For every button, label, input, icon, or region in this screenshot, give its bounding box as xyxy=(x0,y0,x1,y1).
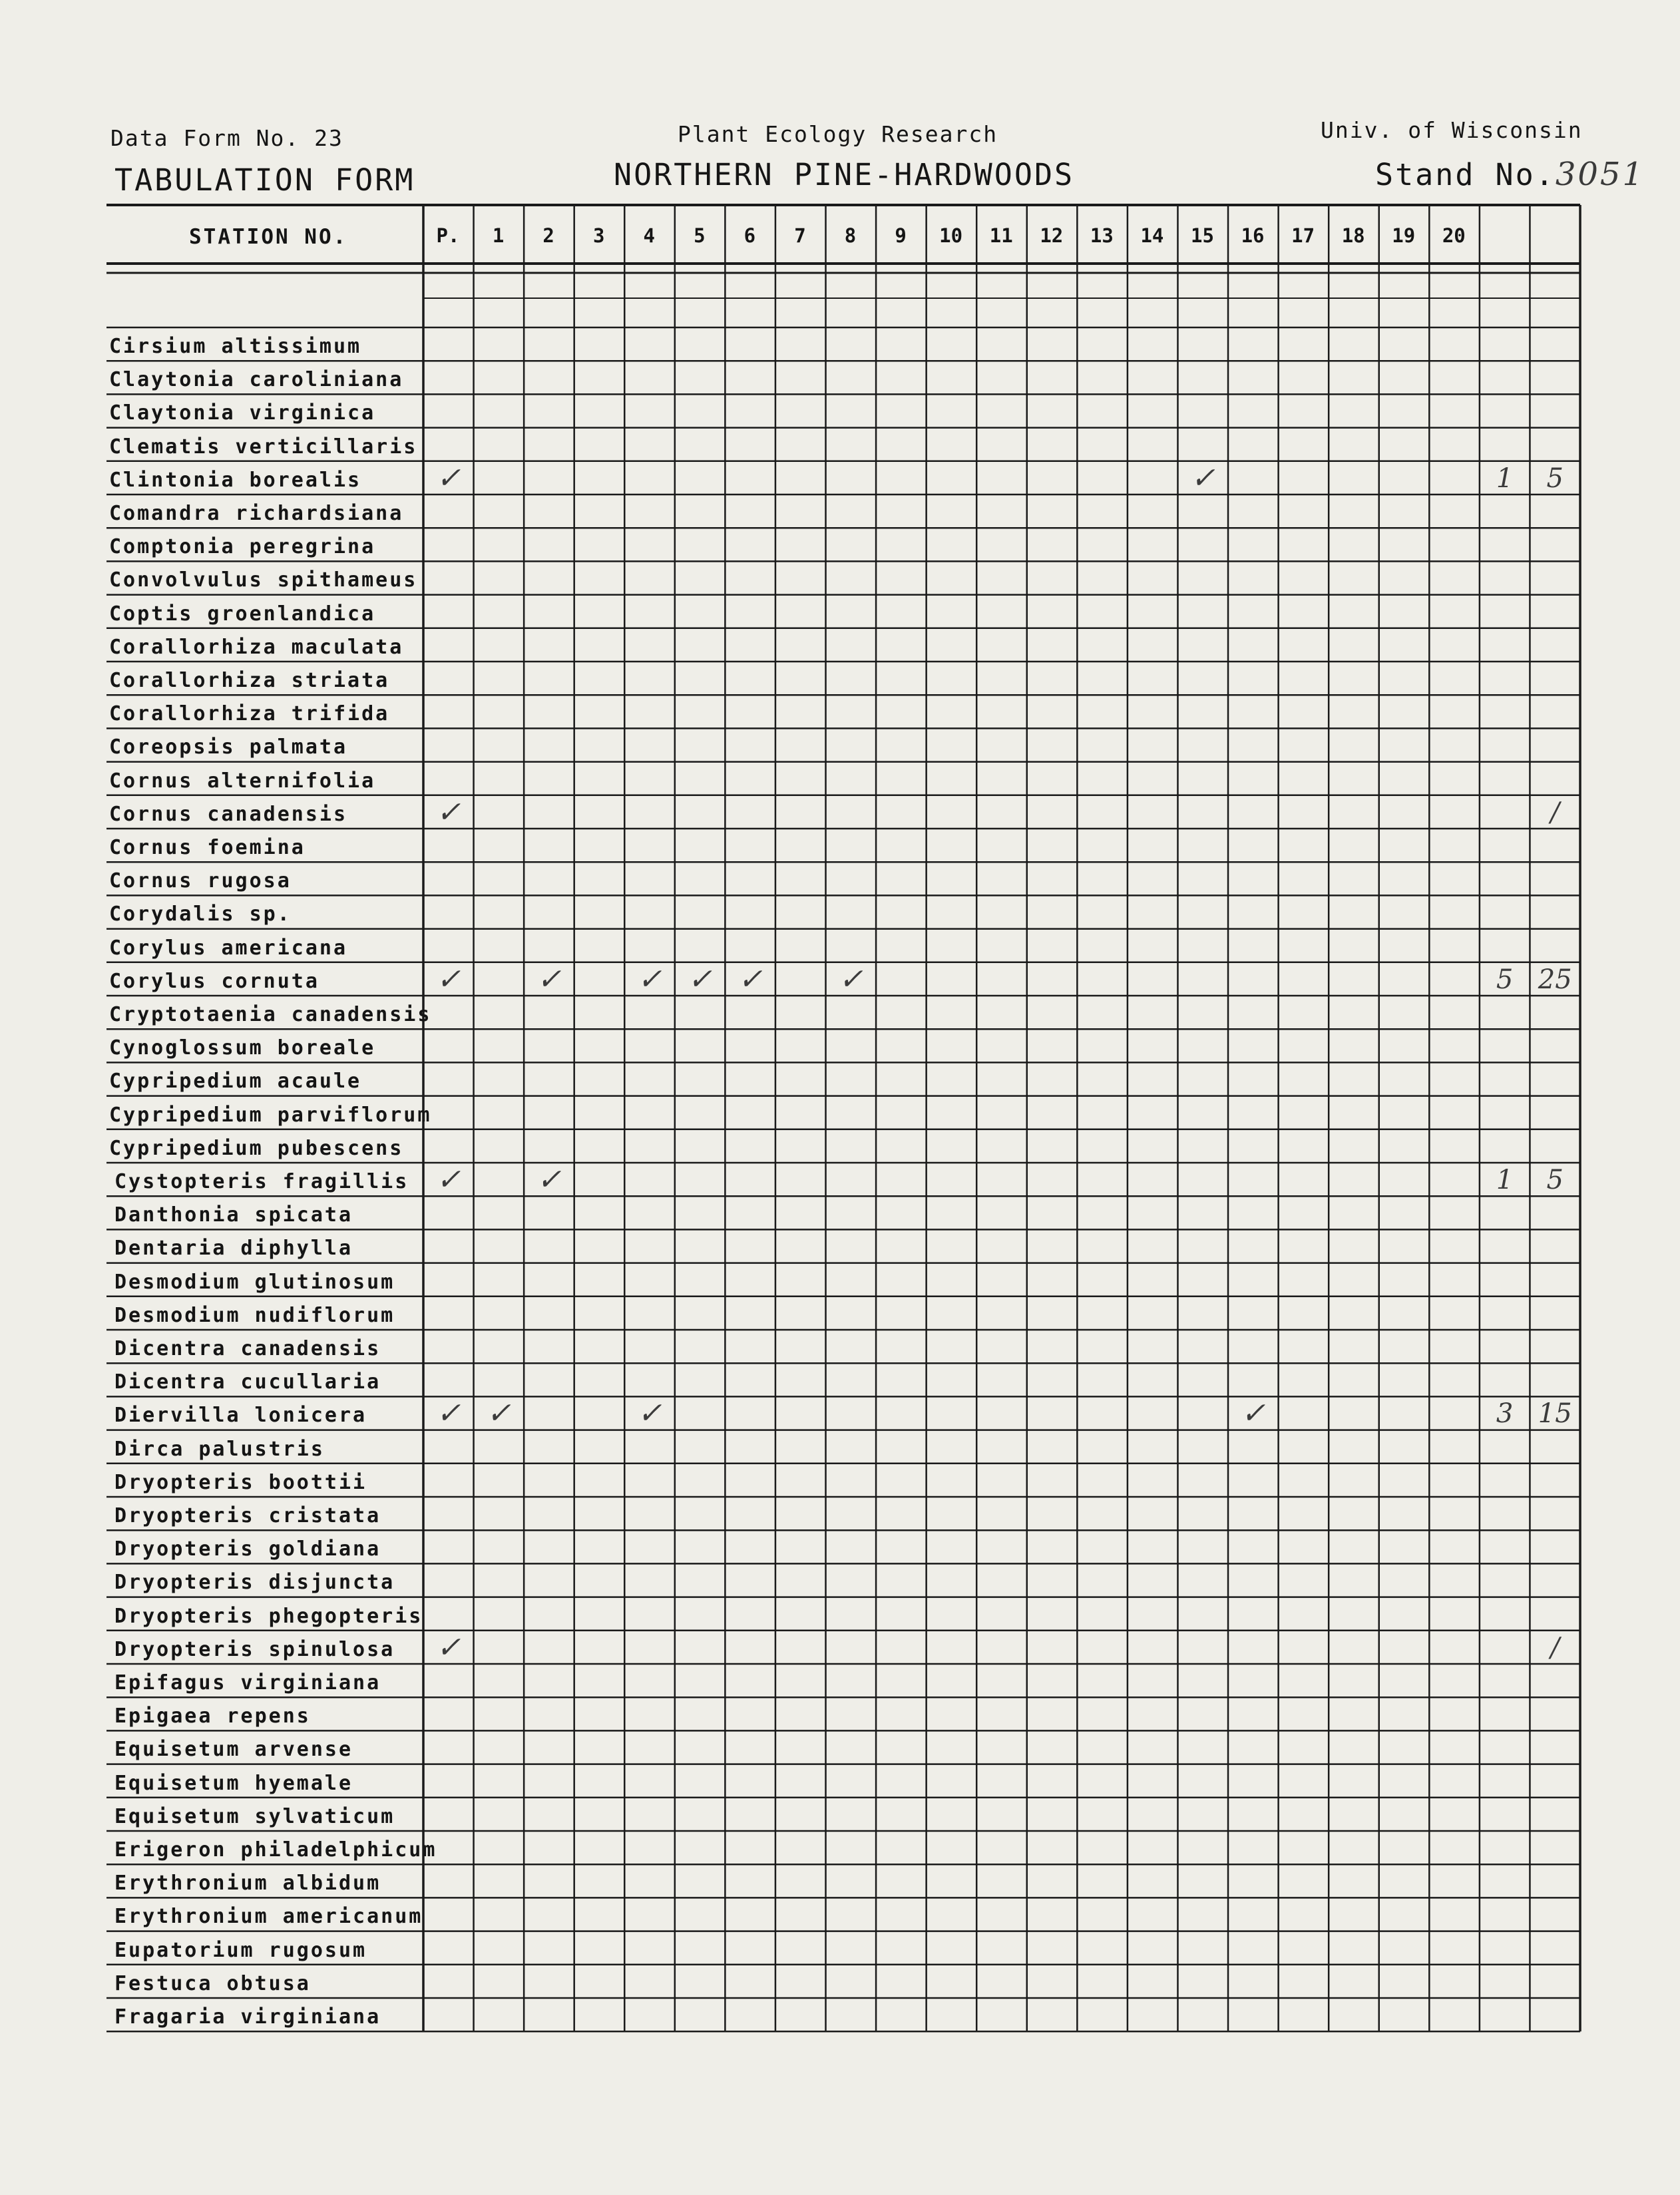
station-column-label: 4 xyxy=(643,224,655,247)
species-name: Corallorhiza maculata xyxy=(109,635,404,659)
station-column-label: 16 xyxy=(1241,224,1265,247)
station-column-label: 10 xyxy=(939,224,963,247)
species-name: Coptis groenlandica xyxy=(109,602,376,626)
species-name: Erythronium albidum xyxy=(114,1872,381,1896)
check-mark: ✓ xyxy=(436,1396,461,1431)
check-mark: ✓ xyxy=(637,962,662,996)
check-mark: ✓ xyxy=(486,1396,511,1431)
species-name: Comptonia peregrina xyxy=(109,535,376,559)
station-column-label: 3 xyxy=(592,224,605,247)
cover-value: 5 xyxy=(1546,463,1564,494)
species-name: Corylus americana xyxy=(109,936,348,960)
species-name: Dryopteris cristata xyxy=(114,1504,381,1527)
species-name: Epigaea repens xyxy=(114,1704,311,1728)
frequency-value: 1 xyxy=(1496,463,1514,494)
stand-label-text: Stand No. xyxy=(1375,157,1556,192)
species-name: Dryopteris spinulosa xyxy=(114,1637,395,1661)
check-mark: ✓ xyxy=(436,461,461,495)
species-name: Fragaria virginiana xyxy=(114,2005,381,2029)
species-name: Desmodium nudiflorum xyxy=(114,1303,395,1327)
station-column-label: 9 xyxy=(895,224,907,247)
check-mark: ✓ xyxy=(1190,461,1215,495)
species-name: Cornus rugosa xyxy=(109,869,292,893)
species-name: Claytonia caroliniana xyxy=(109,368,404,392)
species-name: Epifagus virginiana xyxy=(114,1671,381,1695)
check-mark: ✓ xyxy=(838,962,863,996)
cover-value: 15 xyxy=(1538,1398,1572,1430)
stand-number: 3051 xyxy=(1555,156,1645,193)
organization: Plant Ecology Research xyxy=(678,121,998,147)
species-name: Cypripedium pubescens xyxy=(109,1136,404,1160)
species-name: Diervilla lonicera xyxy=(114,1404,367,1428)
station-column-label: 12 xyxy=(1040,224,1064,247)
check-mark: ✓ xyxy=(1241,1396,1266,1431)
species-name: Comandra richardsiana xyxy=(109,502,404,525)
station-column-label: 7 xyxy=(794,224,806,247)
species-name: Cypripedium acaule xyxy=(109,1070,362,1094)
station-column-label: 14 xyxy=(1140,224,1164,247)
species-name: Dryopteris goldiana xyxy=(114,1537,381,1561)
check-mark: ✓ xyxy=(536,962,562,996)
station-column-label: 2 xyxy=(542,224,554,247)
frequency-value: 3 xyxy=(1496,1398,1514,1430)
species-name: Dryopteris disjuncta xyxy=(114,1571,395,1595)
species-name: Corydalis sp. xyxy=(109,902,292,926)
species-name: Corallorhiza trifida xyxy=(109,702,390,726)
species-name: Claytonia virginica xyxy=(109,401,376,425)
species-name: Erigeron philadelphicum xyxy=(114,1838,437,1862)
species-name: Corylus cornuta xyxy=(109,969,319,993)
station-column-label: 5 xyxy=(694,224,706,247)
station-column-label: 11 xyxy=(989,224,1013,247)
species-name: Equisetum arvense xyxy=(114,1738,353,1762)
station-column-label: 20 xyxy=(1442,224,1466,247)
check-mark: ✓ xyxy=(436,1163,461,1197)
species-name: Dryopteris boottii xyxy=(114,1470,367,1494)
species-name: Cystopteris fragillis xyxy=(114,1170,409,1193)
species-name: Dirca palustris xyxy=(114,1437,325,1461)
species-name: Cornus alternifolia xyxy=(109,769,376,793)
station-column-label: 8 xyxy=(844,224,857,247)
check-mark: ✓ xyxy=(436,962,461,996)
station-column-label: 19 xyxy=(1392,224,1416,247)
species-name: Equisetum sylvaticum xyxy=(114,1804,395,1828)
species-name: Cornus foemina xyxy=(109,836,306,859)
frequency-value: 1 xyxy=(1496,1165,1514,1195)
species-name: Festuca obtusa xyxy=(114,1971,311,1995)
species-name: Cornus canadensis xyxy=(109,802,348,826)
university: Univ. of Wisconsin xyxy=(1321,117,1583,143)
check-mark: ✓ xyxy=(688,962,713,996)
species-name: Cryptotaenia canadensis xyxy=(109,1003,432,1026)
species-name: Danthonia spicata xyxy=(114,1203,353,1227)
check-mark: ✓ xyxy=(436,795,461,829)
check-mark: ✓ xyxy=(536,1163,562,1197)
species-name: Clematis verticillaris xyxy=(109,435,418,459)
species-name: Desmodium glutinosum xyxy=(114,1270,395,1294)
station-column-label: 1 xyxy=(492,224,505,247)
station-column-label: P. xyxy=(436,224,460,247)
species-name: Dicentra canadensis xyxy=(114,1337,381,1360)
station-number-header: STATION NO. xyxy=(189,225,348,249)
check-mark: ✓ xyxy=(436,1630,461,1665)
cover-value: / xyxy=(1550,1632,1560,1663)
species-name: Erythronium americanum xyxy=(114,1905,423,1929)
species-name: Clintonia borealis xyxy=(109,468,362,492)
species-name: Equisetum hyemale xyxy=(114,1771,353,1795)
species-name: Cirsium altissimum xyxy=(109,335,362,358)
species-name: Eupatorium rugosum xyxy=(114,1938,367,1962)
species-name: Cypripedium parviflorum xyxy=(109,1103,432,1127)
form-number: Data Form No. 23 xyxy=(110,125,343,151)
species-name: Coreopsis palmata xyxy=(109,735,348,759)
station-column-label: 13 xyxy=(1090,224,1114,247)
community-title: NORTHERN PINE-HARDWOODS xyxy=(614,157,1075,192)
cover-value: / xyxy=(1550,797,1560,828)
species-name: Corallorhiza striata xyxy=(109,669,390,692)
station-column-label: 17 xyxy=(1291,224,1315,247)
cover-value: 25 xyxy=(1538,964,1572,995)
species-name: Cynoglossum boreale xyxy=(109,1036,376,1060)
species-name: Dryopteris phegopteris xyxy=(114,1604,423,1628)
station-column-label: 15 xyxy=(1191,224,1214,247)
frequency-value: 5 xyxy=(1496,964,1514,995)
species-name: Convolvulus spithameus xyxy=(109,568,418,592)
cover-value: 5 xyxy=(1546,1165,1564,1195)
station-column-label: 18 xyxy=(1341,224,1365,247)
species-name: Dentaria diphylla xyxy=(114,1237,353,1261)
check-mark: ✓ xyxy=(637,1396,662,1431)
check-mark: ✓ xyxy=(737,962,763,996)
species-name: Dicentra cucullaria xyxy=(114,1370,381,1394)
station-column-label: 6 xyxy=(743,224,756,247)
form-title: TABULATION FORM xyxy=(114,162,415,198)
